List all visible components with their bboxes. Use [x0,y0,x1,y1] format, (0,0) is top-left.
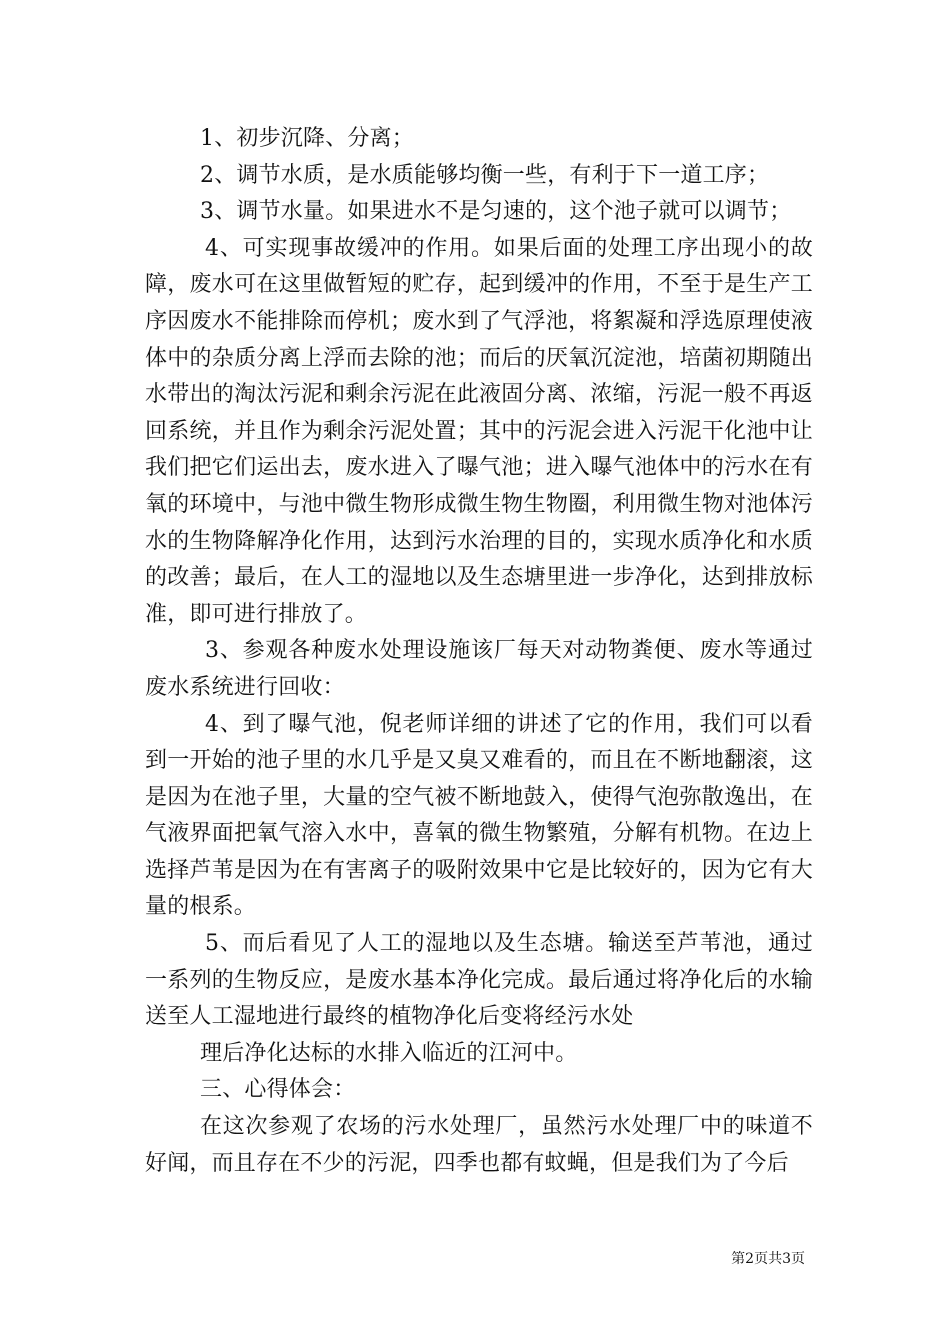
paragraph-step-3: 3、调节水量。如果进水不是匀速的，这个池子就可以调节； [200,199,792,225]
document-body [145,121,813,1182]
paragraph-step-4: 4、可实现事故缓冲的作用。如果后面的处理工序出现小的故障，废水可在这里做暂短的贮存，起到缓冲的作用，不至于是生产工序因废水不能排除而停机；废水到了气浮池，将絮凝和浮选原理使液体中的杂质分离上浮而去除的池；而后的厌氧沉淀池，培菌初期随出水带出的淘汰污泥和剩余污泥在此液固分离、浓缩，污泥一般不再返回系统，并且作为剩余污泥处置；其中的污泥会进入污泥干化池中让我们把它们运出去，废水进入了曝气池；进入曝气池体中的污水在有氧的环境中，与池中微生物形成微生物生物圈，利用微生物对池体污水的生物降解净化作用，达到污水治理的目的，实现水质净化和水质的改善；最后，在人工的湿地以及生态塘里进一步净化，达到排放标准，即可进行排放了。 [145,235,813,627]
paragraph-wetland: 5、而后看见了人工的湿地以及生态塘。输送至芦苇池，通过一系列的生物反应，是废水基本净化完成。最后通过将净化后的水输送至人工湿地进行最终的植物净化后变将经污水处 [145,931,813,1030]
paragraph-wetland-continued: 理后净化达标的水排入临近的江河中。 [200,1040,578,1066]
page-number: 第2页共3页 [731,1251,805,1267]
section-heading-reflections: 三、心得体会： [200,1077,356,1103]
paragraph-step-1: 1、初步沉降、分离； [200,126,414,151]
paragraph-aeration-tank: 4、到了曝气池，倪老师详细的讲述了它的作用，我们可以看到一开始的池子里的水几乎是又臭又难看的，而且在不断地翻滚，这是因为在池子里，大量的空气被不断地鼓入，使得气泡弥散逸出，在气液界面把氧气溶入水中，喜氧的微生物繁殖，分解有机物。在边上选择芦苇是因为在有害离子的吸附效果中它是比较好的，因为它有大量的根系。 [145,711,813,920]
paragraph-visit-facilities: 3、参观各种废水处理设施该厂每天对动物粪便、废水等通过废水系统进行回收： [145,638,813,700]
paragraph-reflections: 在这次参观了农场的污水处理厂，虽然污水处理厂中的味道不好闻，而且存在不少的污泥，四季也都有蚊蝇，但是我们为了今后 [145,1114,813,1176]
paragraph-step-2: 2、调节水质，是水质能够均衡一些，有利于下一道工序； [200,162,770,188]
